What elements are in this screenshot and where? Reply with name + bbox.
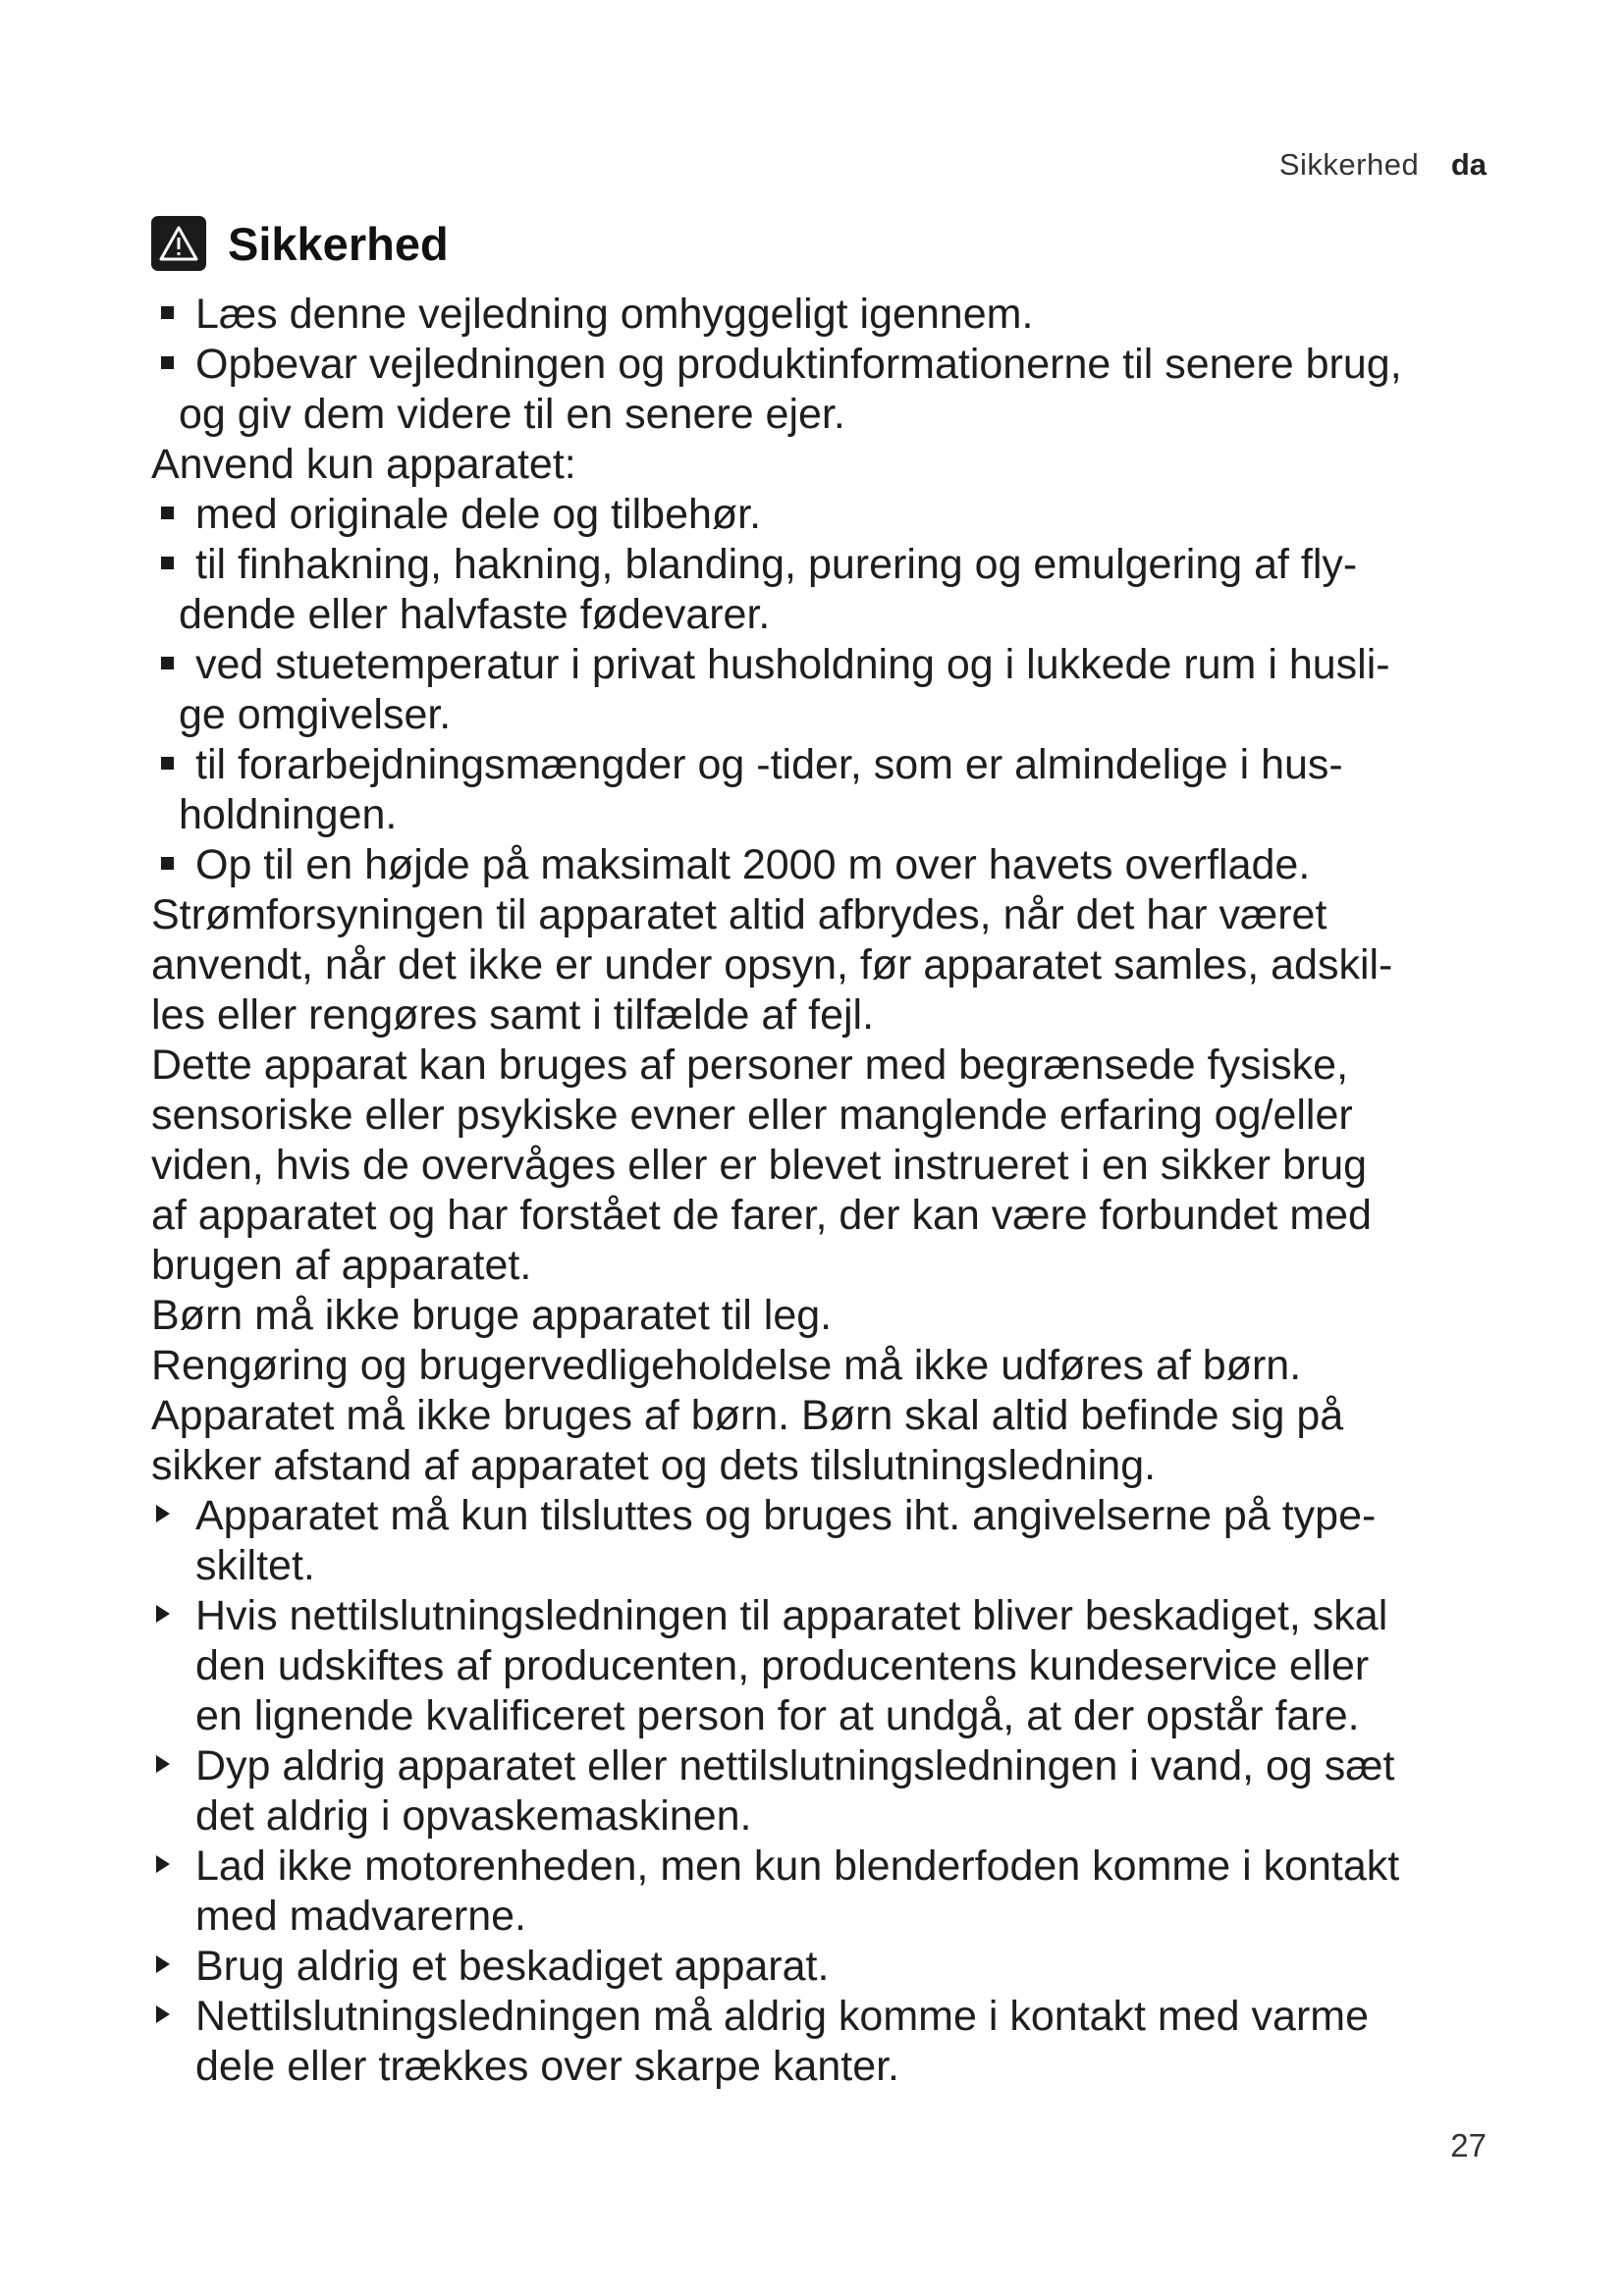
square-bullet-icon xyxy=(161,507,174,519)
arrow-bullet-icon xyxy=(156,1955,170,1973)
section-title: Sikkerhed xyxy=(228,217,449,270)
paragraph-children-play xyxy=(151,1291,1526,1341)
paragraph-line: Rengøring og brugervedligeholdelse må ikke udføres af børn. xyxy=(151,1342,1302,1389)
instruction-line: Dyp aldrig apparatet eller nettilslutningsledningen i vand, og sæt xyxy=(195,1742,1395,1789)
list-item xyxy=(151,490,1526,540)
list-item xyxy=(151,740,1526,840)
instruction-line: en lignende kvalificeret person for at undgå, at der opstår fare. xyxy=(195,1692,1360,1739)
header-language: da xyxy=(1450,147,1487,182)
instruction-line: Nettilslutningsledningen må aldrig komme i kontakt med varme xyxy=(195,1993,1369,2040)
paragraph-line: viden, hvis de overvåges eller er blevet instrueret i en sikker brug xyxy=(151,1142,1368,1189)
instruction-list xyxy=(151,1491,1526,2092)
instruction-item xyxy=(151,1992,1526,2092)
paragraph-persons xyxy=(151,1041,1526,1291)
paragraph-power xyxy=(151,890,1526,1041)
instruction-line: skiltet. xyxy=(195,1542,315,1589)
paragraph-line: les eller rengøres samt i tilfælde af fejl. xyxy=(151,991,875,1039)
instruction-line: Lad ikke motorenheden, men kun blenderfoden komme i kontakt xyxy=(195,1842,1400,1890)
instruction-line: Brug aldrig et beskadiget apparat. xyxy=(195,1943,830,1990)
list-item-line: ge omgivelser. xyxy=(179,691,452,738)
paragraph-children-distance xyxy=(151,1391,1526,1491)
instruction-line: den udskiftes af producenten, producentens kundeservice eller xyxy=(195,1642,1370,1689)
arrow-bullet-icon xyxy=(156,1605,170,1623)
instruction-item xyxy=(151,1942,1526,1992)
list-item-line: med originale dele og tilbehør. xyxy=(195,491,762,538)
paragraph-children-cleaning xyxy=(151,1341,1526,1391)
list-item-line: holdningen. xyxy=(179,791,398,838)
instruction-item xyxy=(151,1741,1526,1842)
paragraph-line: sikker afstand af apparatet og dets tilslutningsledning. xyxy=(151,1442,1157,1489)
instruction-line: dele eller trækkes over skarpe kanter. xyxy=(195,2043,899,2090)
square-bullet-icon xyxy=(161,557,174,569)
list-item-line: ved stuetemperatur i privat husholdning og i lukkede rum i husli- xyxy=(195,641,1390,688)
list-item xyxy=(151,840,1526,890)
list-item-line: til finhakning, hakning, blanding, purering og emulgering af fly- xyxy=(195,541,1358,588)
list-item-line: Opbevar vejledningen og produktinformationerne til senere brug, xyxy=(195,341,1402,388)
square-bullet-icon xyxy=(161,657,174,669)
square-bullet-icon xyxy=(161,757,174,770)
square-bullet-icon xyxy=(161,356,174,369)
instruction-item xyxy=(151,1842,1526,1942)
instruction-line: det aldrig i opvaskemaskinen. xyxy=(195,1792,752,1840)
arrow-bullet-icon xyxy=(156,1505,170,1522)
instruction-line: Apparatet må kun tilsluttes og bruges iht. angivelserne på type- xyxy=(195,1492,1377,1539)
paragraph-line: Dette apparat kan bruges af personer med begrænsede fysiske, xyxy=(151,1041,1349,1089)
page-number: 27 xyxy=(1450,2127,1487,2163)
use-list xyxy=(151,490,1526,890)
list-item xyxy=(151,640,1526,740)
list-item-line: Op til en højde på maksimalt 2000 m over havets overflade. xyxy=(195,841,1311,888)
list-item xyxy=(151,340,1526,440)
square-bullet-icon xyxy=(161,306,174,319)
use-label: Anvend kun apparatet: xyxy=(151,441,576,488)
document-body xyxy=(151,211,1526,2092)
header-section: Sikkerhed xyxy=(1278,147,1420,182)
arrow-bullet-icon xyxy=(156,1755,170,1773)
paragraph-line: sensoriske eller psykiske evner eller manglende erfaring og/eller xyxy=(151,1092,1353,1139)
paragraph-line: Apparatet må ikke bruges af børn. Børn skal altid befinde sig på xyxy=(151,1392,1344,1439)
list-item xyxy=(151,290,1526,340)
paragraph-line: Strømforsyningen til apparatet altid afbrydes, når det har været xyxy=(151,891,1327,938)
paragraph-line: af apparatet og har forstået de farer, der kan være forbundet med xyxy=(151,1192,1372,1239)
instruction-item xyxy=(151,1591,1526,1741)
intro-list xyxy=(151,290,1526,440)
warning-triangle-icon xyxy=(151,216,206,271)
list-item-line: dende eller halvfaste fødevarer. xyxy=(179,591,771,638)
list-item-line: Læs denne vejledning omhyggeligt igennem. xyxy=(195,291,1034,338)
paragraph-line: Børn må ikke bruge apparatet til leg. xyxy=(151,1292,833,1339)
paragraph-line: anvendt, når det ikke er under opsyn, før apparatet samles, adskil- xyxy=(151,941,1393,988)
arrow-bullet-icon xyxy=(156,2005,170,2023)
section-heading xyxy=(151,211,1526,276)
instruction-item xyxy=(151,1491,1526,1591)
page-header xyxy=(1279,147,1487,183)
arrow-bullet-icon xyxy=(156,1855,170,1873)
instruction-line: med madvarerne. xyxy=(195,1893,526,1940)
paragraph-line: brugen af apparatet. xyxy=(151,1242,532,1289)
list-item-line: og giv dem videre til en senere ejer. xyxy=(179,391,845,438)
instruction-line: Hvis nettilslutningsledningen til apparatet bliver beskadiget, skal xyxy=(195,1592,1388,1639)
list-item-line: til forarbejdningsmængder og -tider, som er almindelige i hus- xyxy=(195,741,1343,788)
square-bullet-icon xyxy=(161,857,174,870)
list-item xyxy=(151,540,1526,640)
